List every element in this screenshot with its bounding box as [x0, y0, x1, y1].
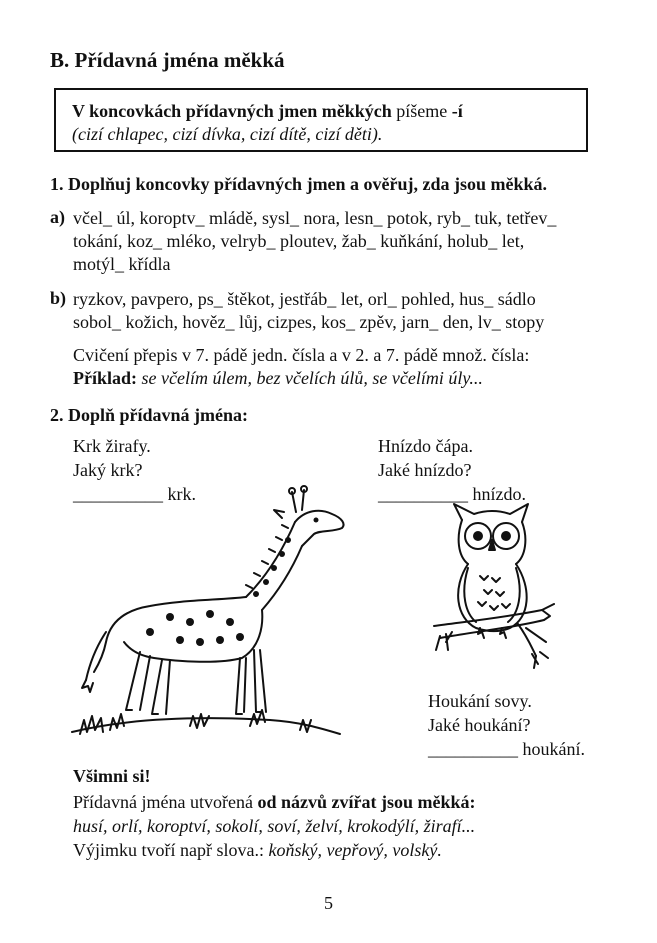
rule-examples: (cizí chlapec, cizí dívka, cizí dítě, cizí děti). — [72, 124, 383, 144]
notice-line-3 — [73, 838, 475, 862]
item-a-text — [73, 207, 556, 276]
stork-line: Jaké hnízdo? — [378, 460, 472, 480]
exercise-2-heading: 2. Doplň přídavná jména: — [50, 405, 249, 425]
item-b-label: b) — [50, 288, 67, 308]
page-number: 5 — [324, 893, 333, 913]
example-text: se včelím úlem, bez včelích úlů, se včelími úly... — [137, 368, 483, 388]
exercise-1-task — [73, 344, 529, 390]
item-b-text — [73, 288, 544, 334]
exercise-1-heading: 1. Doplňuj koncovky přídavných jmen a ověřuj, zda jsou měkká. — [50, 174, 548, 194]
item-b-line: ryzkov, pavpero, ps_ štěkot, jestřáb_ let, orl_ pohled, hus_ sádlo — [73, 289, 536, 309]
notice-line-3-italic: koňský, vepřový, volský. — [268, 840, 442, 860]
example-line — [73, 367, 529, 390]
rule-normal: píšeme — [391, 101, 452, 121]
item-a-line: tokání, koz_ mléko, velryb_ ploutev, žab_ kuňkání, holub_ let, — [73, 231, 525, 251]
giraffe-illustration — [70, 482, 350, 742]
notice-line-1-normal: Přídavná jména utvořená — [73, 792, 258, 812]
owl-line: __________ houkání. — [428, 739, 585, 759]
stork-block — [378, 434, 526, 506]
notice-line-1 — [73, 790, 475, 814]
example-label: Příklad: — [73, 368, 138, 388]
notice-block — [73, 790, 475, 862]
notice-heading: Všimni si! — [73, 766, 151, 786]
rule-text — [72, 100, 463, 146]
section-title: B. Přídavná jména měkká — [50, 48, 285, 72]
notice-line-3-normal: Výjimku tvoří např slova.: — [73, 840, 269, 860]
task-text: Cvičení přepis v 7. pádě jedn. čísla a v 2. a 7. pádě množ. čísla: — [73, 345, 530, 365]
item-b-line: sobol_ kožich, hověz_ lůj, cizpes, kos_ zpěv, jarn_ den, lv_ stopy — [73, 312, 545, 332]
giraffe-line: Krk žirafy. — [73, 436, 151, 456]
item-a-label: a) — [50, 207, 65, 227]
stork-line: __________ hnízdo. — [378, 484, 526, 504]
notice-line-2: husí, orlí, koroptví, sokolí, soví, želví, krokodýlí, žirafí... — [73, 816, 476, 836]
giraffe-line: Jaký krk? — [73, 460, 143, 480]
stork-line: Hnízdo čápa. — [378, 436, 473, 456]
giraffe-line: __________ krk. — [73, 484, 196, 504]
owl-illustration — [432, 498, 557, 673]
owl-line: Jaké houkání? — [428, 715, 531, 735]
owl-line: Houkání sovy. — [428, 691, 532, 711]
item-a-line: motýl_ křídla — [73, 254, 171, 274]
item-a-line: včel_ úl, koroptv_ mládě, sysl_ nora, lesn_ potok, ryb_ tuk, tetřev_ — [73, 208, 557, 228]
owl-block — [428, 689, 585, 761]
rule-bold: V koncovkách přídavných jmen měkkých — [72, 101, 392, 121]
notice-line-1-bold: od názvů zvířat jsou měkká: — [257, 792, 476, 812]
rule-ending: -í — [451, 101, 463, 121]
